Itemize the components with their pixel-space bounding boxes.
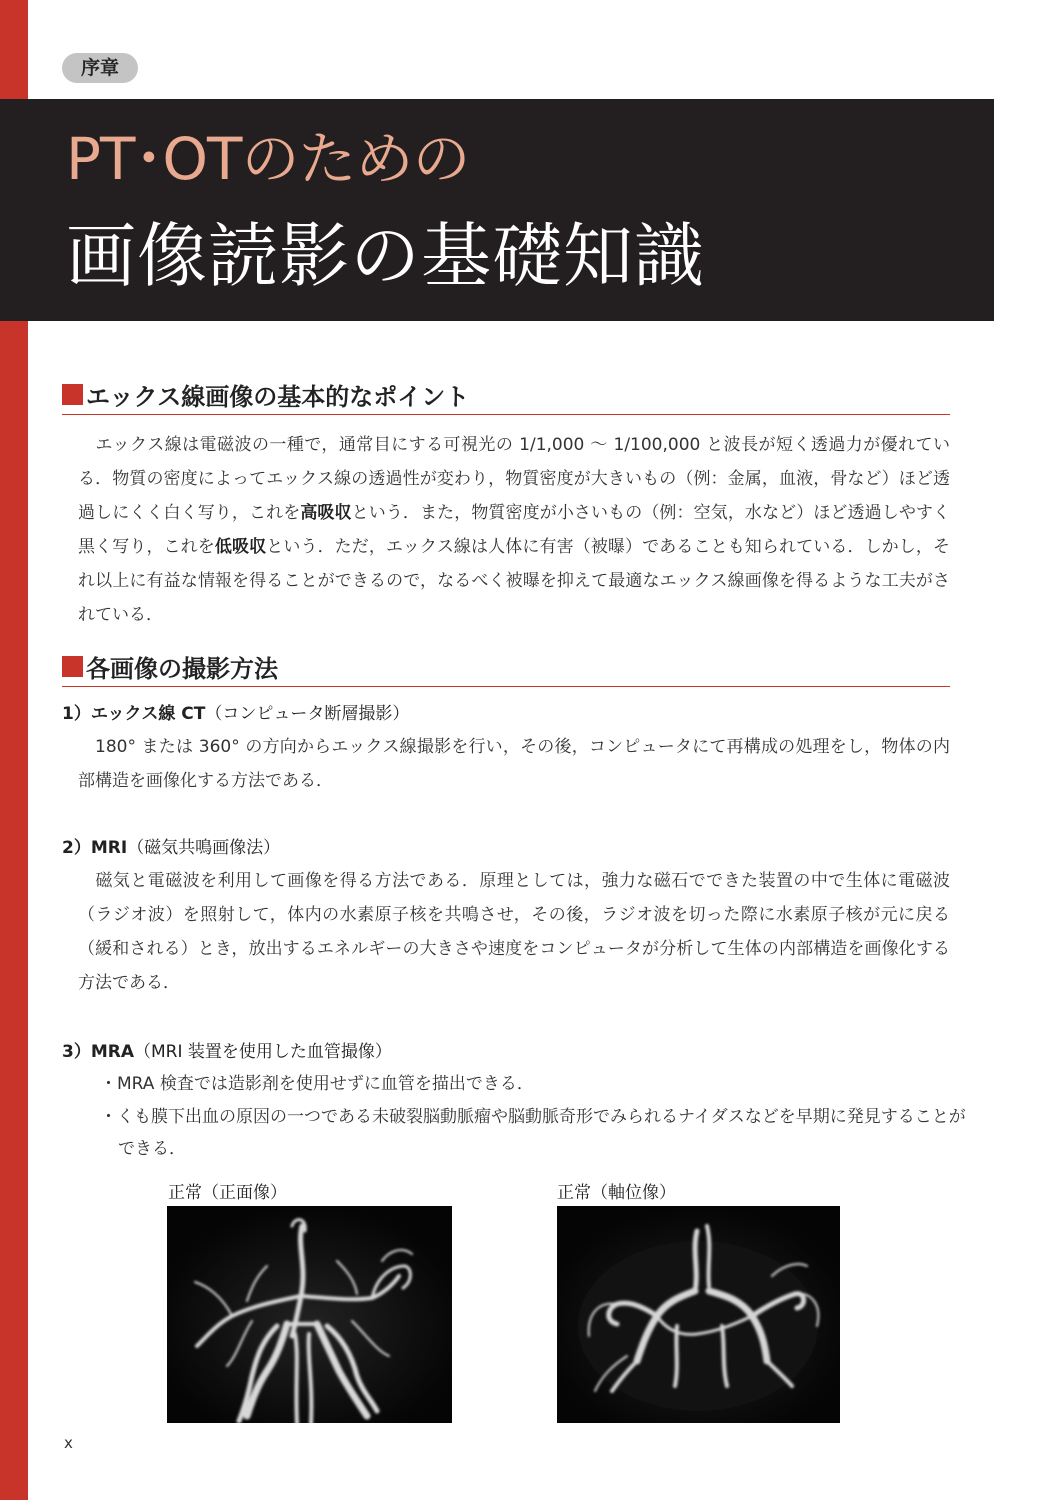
mra-frontal-image xyxy=(167,1206,452,1423)
title-line-1: PT･OTのための xyxy=(66,125,470,193)
mra-bullet-1: ・MRA 検査では造影剤を使用せずに血管を描出できる． xyxy=(100,1074,534,1094)
bold-term-low-absorption: 低吸収 xyxy=(214,537,267,557)
title-banner xyxy=(0,99,994,321)
section-heading-methods xyxy=(62,646,950,687)
figure-caption-axial: 正常（軸位像） xyxy=(557,1183,676,1203)
item-mri-body: 磁気と電磁波を利用して画像を得る方法である．原理としては，強力な磁石でできた装置の中で生体に電磁波（ラジオ波）を照射して，体内の水素原子核を共鳴させ，その後，ラジオ波を切った際に水素原子核が元に戻る（緩和される）とき，放出するエネルギーの大きさや速度をコンピュータが分析して生体の内部構造を画像化する方法である． xyxy=(78,871,950,993)
mra-bullet-2: ・くも膜下出血の原因の一つである未破裂脳動脈瘤や脳動脈奇形でみられるナイダスなどを早期に発見することができる． xyxy=(100,1107,966,1159)
xray-paragraph: エックス線は電磁波の一種で，通常目にする可視光の 1/1,000 〜 1/100,000 と波長が短く透過力が優れている．物質の密度によってエックス線の透過性が変わり，物質密度が大きいもの（例：金属，血液，骨など）ほど透過しにくく白く写り，これを高吸収という．また，物質密度が小さいもの（例：空気，水など）ほど透過しやすく黒く写り，これを低吸収という．ただ，エックス線は人体に有害（被曝）であることも知られている．しかし，それ以上に有益な情報を得ることができるので，なるべく被曝を抑えて最適なエックス線画像を得るような工夫がされている． xyxy=(78,435,951,625)
heading-square-icon xyxy=(62,384,83,405)
mra-axial-image xyxy=(557,1206,840,1423)
heading-square-icon xyxy=(62,656,83,677)
bold-term-high-absorption: 高吸収 xyxy=(300,503,352,523)
item-mri-heading: 2）MRI（磁気共鳴画像法） xyxy=(62,838,281,858)
title-line-2: 画像読影の基礎知識 xyxy=(66,215,705,297)
page-number: x xyxy=(64,1434,73,1452)
section-heading-xray xyxy=(62,374,950,415)
item-mra-heading: 3）MRA（MRI 装置を使用した血管撮像） xyxy=(62,1042,392,1062)
figure-caption-frontal: 正常（正面像） xyxy=(168,1183,287,1203)
chapter-badge: 序章 xyxy=(62,53,138,83)
section-heading-text: 各画像の撮影方法 xyxy=(86,654,278,683)
item-ct-body: 180° または 360° の方向からエックス線撮影を行い，その後，コンピュータにて再構成の処理をし，物体の内部構造を画像化する方法である． xyxy=(78,737,950,791)
section-heading-text: エックス線画像の基本的なポイント xyxy=(86,382,470,411)
item-ct-heading: 1）エックス線 CT（コンピュータ断層撮影） xyxy=(62,704,410,724)
